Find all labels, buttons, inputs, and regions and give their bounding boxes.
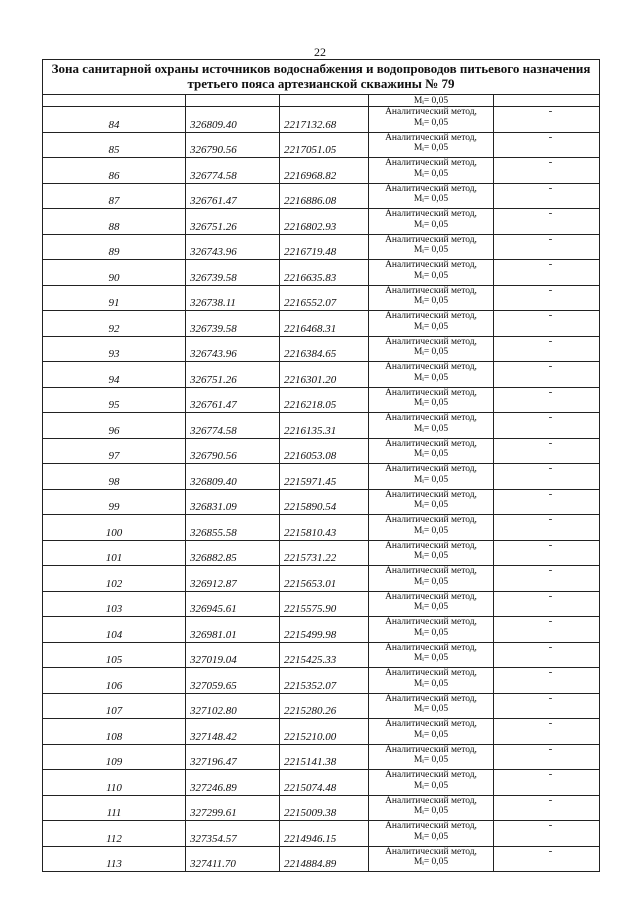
table-row [43, 362, 600, 388]
point-number: 85 [43, 132, 186, 158]
coordinate-x: 326738.11 [186, 285, 280, 311]
dash-mark: - [548, 487, 553, 500]
method-cell [369, 846, 494, 872]
note-cell [494, 515, 600, 541]
coordinate-y: 2216635.83 [280, 260, 369, 286]
dash-mark: - [548, 130, 553, 143]
note-cell [494, 387, 600, 413]
coordinate-x: 326761.47 [186, 183, 280, 209]
method-accuracy: Мᵢ= 0,05 [413, 347, 449, 357]
table-row [43, 642, 600, 668]
point-number: 92 [43, 311, 186, 337]
method-name: Аналитический метод, [385, 107, 477, 117]
point-number: 98 [43, 464, 186, 490]
point-number: 102 [43, 566, 186, 592]
note-cell [494, 591, 600, 617]
coordinate-x: 327411.70 [186, 846, 280, 872]
dash-mark: - [548, 844, 553, 857]
note-cell [494, 285, 600, 311]
coordinate-x: 327148.42 [186, 719, 280, 745]
note-cell [494, 770, 600, 796]
dash-mark: - [548, 258, 553, 270]
table-row [43, 311, 600, 337]
method-cell [369, 158, 494, 184]
coordinate-y: 2215499.98 [280, 617, 369, 643]
coordinate-y: 2216719.48 [280, 234, 369, 260]
dash-mark: - [548, 436, 553, 449]
coordinate-x: 326855.58 [186, 515, 280, 541]
dash-mark: - [548, 105, 553, 117]
cell-note [494, 95, 600, 107]
method-cell [369, 566, 494, 592]
dash-mark: - [548, 768, 553, 780]
coordinate-y: 2214946.15 [280, 821, 369, 847]
method-accuracy: Мᵢ= 0,05 [413, 831, 449, 842]
coordinate-x: 326751.26 [186, 362, 280, 388]
coordinate-x: 327019.04 [186, 642, 280, 668]
method-accuracy: Мᵢ= 0,05 [413, 729, 449, 740]
coordinate-x: 326751.26 [186, 209, 280, 235]
coordinate-x: 326743.96 [186, 234, 280, 260]
method-name: Аналитический метод, [385, 668, 477, 678]
dash-mark: - [548, 793, 553, 806]
table-row [43, 693, 600, 719]
method-accuracy: Мᵢ= 0,05 [413, 653, 449, 663]
coordinate-x: 326790.56 [186, 132, 280, 158]
dash-mark: - [548, 819, 553, 831]
method-cell [369, 107, 494, 133]
method-accuracy: Мᵢ= 0,05 [413, 117, 449, 128]
method-name: Аналитический метод, [385, 413, 477, 423]
point-number: 88 [43, 209, 186, 235]
coordinate-x: 326774.58 [186, 413, 280, 439]
table-row [43, 438, 600, 464]
method-name: Аналитический метод, [385, 132, 477, 143]
coordinate-x: 327246.89 [186, 770, 280, 796]
table-row [43, 744, 600, 770]
method-name: Аналитический метод, [385, 744, 477, 755]
point-number: 104 [43, 617, 186, 643]
method-accuracy: Мᵢ= 0,05 [413, 95, 449, 106]
method-cell [369, 183, 494, 209]
method-cell [369, 464, 494, 490]
method-name: Аналитический метод, [385, 260, 477, 270]
method-cell [369, 795, 494, 821]
method-accuracy: Мᵢ= 0,05 [413, 704, 449, 714]
coordinate-y: 2215425.33 [280, 642, 369, 668]
note-cell [494, 183, 600, 209]
table-row [43, 387, 600, 413]
method-cell [369, 260, 494, 286]
method-accuracy: Мᵢ= 0,05 [413, 857, 449, 867]
point-number: 86 [43, 158, 186, 184]
point-number: 87 [43, 183, 186, 209]
point-number: 97 [43, 438, 186, 464]
note-cell [494, 234, 600, 260]
point-number: 91 [43, 285, 186, 311]
table-row [43, 158, 600, 184]
dash-mark: - [548, 283, 553, 296]
method-cell [369, 770, 494, 796]
point-number: 93 [43, 336, 186, 362]
method-accuracy: Мᵢ= 0,05 [413, 780, 449, 791]
note-cell [494, 693, 600, 719]
note-cell [494, 413, 600, 439]
method-name: Аналитический метод, [385, 234, 477, 245]
method-cell [369, 642, 494, 668]
table-row [43, 846, 600, 872]
page-number: 22 [314, 45, 326, 59]
method-accuracy: Мᵢ= 0,05 [413, 500, 449, 510]
method-cell [369, 209, 494, 235]
coordinate-y: 2216468.31 [280, 311, 369, 337]
method-accuracy: Мᵢ= 0,05 [413, 168, 449, 179]
coordinate-x: 326739.58 [186, 311, 280, 337]
method-name: Аналитический метод, [385, 846, 477, 857]
point-number: 101 [43, 540, 186, 566]
method-name: Аналитический метод, [385, 209, 477, 219]
coordinate-y: 2216886.08 [280, 183, 369, 209]
table-row [43, 336, 600, 362]
dash-mark: - [548, 564, 553, 576]
table-row [43, 719, 600, 745]
table-row [43, 515, 600, 541]
method-cell [369, 362, 494, 388]
dash-mark: - [548, 360, 553, 372]
method-cell [369, 438, 494, 464]
point-number: 110 [43, 770, 186, 796]
point-number: 107 [43, 693, 186, 719]
coordinate-x: 327059.65 [186, 668, 280, 694]
method-accuracy: Мᵢ= 0,05 [413, 219, 449, 230]
method-name: Аналитический метод, [385, 183, 477, 194]
table-row [43, 234, 600, 260]
dash-mark: - [548, 589, 553, 602]
coordinate-y: 2216218.05 [280, 387, 369, 413]
method-accuracy: Мᵢ= 0,05 [413, 806, 449, 816]
method-cell [369, 311, 494, 337]
method-name: Аналитический метод, [385, 821, 477, 831]
continuation-row [43, 95, 600, 107]
coordinate-y: 2214884.89 [280, 846, 369, 872]
coordinate-y: 2216301.20 [280, 362, 369, 388]
point-number: 103 [43, 591, 186, 617]
note-cell [494, 617, 600, 643]
dash-mark: - [548, 411, 553, 423]
table-row [43, 668, 600, 694]
coordinate-x: 326882.85 [186, 540, 280, 566]
note-cell [494, 846, 600, 872]
point-number: 90 [43, 260, 186, 286]
method-accuracy: Мᵢ= 0,05 [413, 755, 449, 765]
coordinate-x: 327102.80 [186, 693, 280, 719]
method-accuracy: Мᵢ= 0,05 [413, 602, 449, 612]
note-cell [494, 107, 600, 133]
method-accuracy: Мᵢ= 0,05 [413, 525, 449, 536]
table-row [43, 464, 600, 490]
method-cell [369, 540, 494, 566]
method-accuracy: Мᵢ= 0,05 [413, 551, 449, 561]
method-cell [369, 719, 494, 745]
method-accuracy: Мᵢ= 0,05 [413, 449, 449, 459]
point-number: 108 [43, 719, 186, 745]
note-cell [494, 464, 600, 490]
coordinate-y: 2215280.26 [280, 693, 369, 719]
table-row [43, 770, 600, 796]
table-title: Зона санитарной охраны источников водоснабжения и водопроводов питьевого назначения третьего пояса артезианской скважины № 79 [43, 60, 600, 95]
coordinate-y: 2215890.54 [280, 489, 369, 515]
coordinate-y: 2216384.65 [280, 336, 369, 362]
method-name: Аналитический метод, [385, 591, 477, 602]
method-name: Аналитический метод, [385, 770, 477, 780]
dash-mark: - [548, 181, 553, 194]
coordinate-x: 327299.61 [186, 795, 280, 821]
dash-mark: - [548, 462, 553, 474]
point-number: 95 [43, 387, 186, 413]
method-name: Аналитический метод, [385, 311, 477, 321]
cell-method [369, 95, 494, 107]
note-cell [494, 795, 600, 821]
method-name: Аналитический метод, [385, 566, 477, 576]
coordinate-x: 326790.56 [186, 438, 280, 464]
dash-mark: - [548, 156, 553, 168]
method-cell [369, 515, 494, 541]
method-cell [369, 744, 494, 770]
coordinate-x: 327354.57 [186, 821, 280, 847]
coordinate-x: 326981.01 [186, 617, 280, 643]
method-name: Аналитический метод, [385, 642, 477, 653]
dash-mark: - [548, 334, 553, 347]
dash-mark: - [548, 513, 553, 525]
coordinate-x: 326739.58 [186, 260, 280, 286]
table-row [43, 285, 600, 311]
point-number: 113 [43, 846, 186, 872]
coordinate-y: 2215352.07 [280, 668, 369, 694]
coordinate-y: 2215810.43 [280, 515, 369, 541]
point-number: 105 [43, 642, 186, 668]
point-number: 112 [43, 821, 186, 847]
coordinate-y: 2216552.07 [280, 285, 369, 311]
method-accuracy: Мᵢ= 0,05 [413, 423, 449, 434]
method-cell [369, 591, 494, 617]
coordinate-y: 2215074.48 [280, 770, 369, 796]
point-number: 94 [43, 362, 186, 388]
coordinate-y: 2215575.90 [280, 591, 369, 617]
point-number: 106 [43, 668, 186, 694]
method-cell [369, 234, 494, 260]
coordinate-y: 2215731.22 [280, 540, 369, 566]
method-name: Аналитический метод, [385, 158, 477, 168]
method-accuracy: Мᵢ= 0,05 [413, 627, 449, 638]
table-row [43, 132, 600, 158]
dash-mark: - [548, 309, 553, 321]
table-row [43, 489, 600, 515]
method-accuracy: Мᵢ= 0,05 [413, 474, 449, 485]
method-name: Аналитический метод, [385, 464, 477, 474]
cell-num [43, 95, 186, 107]
point-number: 111 [43, 795, 186, 821]
coordinate-x: 326761.47 [186, 387, 280, 413]
method-cell [369, 413, 494, 439]
point-number: 109 [43, 744, 186, 770]
table-body [43, 95, 600, 872]
dash-mark: - [548, 615, 553, 627]
note-cell [494, 132, 600, 158]
coordinate-x: 326831.09 [186, 489, 280, 515]
coordinate-x: 326774.58 [186, 158, 280, 184]
method-name: Аналитический метод, [385, 795, 477, 806]
note-cell [494, 566, 600, 592]
note-cell [494, 668, 600, 694]
coordinate-y: 2217132.68 [280, 107, 369, 133]
point-number: 96 [43, 413, 186, 439]
method-accuracy: Мᵢ= 0,05 [413, 398, 449, 408]
coordinate-x: 326809.40 [186, 464, 280, 490]
table-row [43, 795, 600, 821]
coordinate-y: 2216802.93 [280, 209, 369, 235]
dash-mark: - [548, 207, 553, 219]
note-cell [494, 209, 600, 235]
point-number: 99 [43, 489, 186, 515]
method-name: Аналитический метод, [385, 387, 477, 398]
table-row [43, 821, 600, 847]
method-cell [369, 336, 494, 362]
note-cell [494, 260, 600, 286]
method-name: Аналитический метод, [385, 362, 477, 372]
method-accuracy: Мᵢ= 0,05 [413, 372, 449, 383]
note-cell [494, 311, 600, 337]
method-cell [369, 693, 494, 719]
method-name: Аналитический метод, [385, 489, 477, 500]
note-cell [494, 336, 600, 362]
dash-mark: - [548, 538, 553, 551]
dash-mark: - [548, 385, 553, 398]
coordinate-y: 2215971.45 [280, 464, 369, 490]
method-cell [369, 387, 494, 413]
dash-mark: - [548, 232, 553, 245]
method-name: Аналитический метод, [385, 285, 477, 296]
coordinate-y: 2215009.38 [280, 795, 369, 821]
method-name: Аналитический метод, [385, 515, 477, 525]
method-accuracy: Мᵢ= 0,05 [413, 296, 449, 306]
method-name: Аналитический метод, [385, 438, 477, 449]
method-cell [369, 617, 494, 643]
coordinate-y: 2216968.82 [280, 158, 369, 184]
coordinate-x: 326912.87 [186, 566, 280, 592]
note-cell [494, 438, 600, 464]
method-accuracy: Мᵢ= 0,05 [413, 576, 449, 587]
method-name: Аналитический метод, [385, 540, 477, 551]
table-row [43, 617, 600, 643]
table-row [43, 591, 600, 617]
note-cell [494, 489, 600, 515]
coordinate-y: 2215653.01 [280, 566, 369, 592]
note-cell [494, 719, 600, 745]
point-number: 84 [43, 107, 186, 133]
dash-mark: - [548, 666, 553, 678]
coordinate-y: 2215210.00 [280, 719, 369, 745]
coordinate-y: 2216053.08 [280, 438, 369, 464]
note-cell [494, 744, 600, 770]
method-name: Аналитический метод, [385, 693, 477, 704]
method-name: Аналитический метод, [385, 336, 477, 347]
method-accuracy: Мᵢ= 0,05 [413, 143, 449, 153]
coordinate-x: 326945.61 [186, 591, 280, 617]
dash-mark: - [548, 717, 553, 729]
note-cell [494, 362, 600, 388]
method-cell [369, 132, 494, 158]
method-name: Аналитический метод, [385, 719, 477, 729]
method-cell [369, 285, 494, 311]
dash-mark: - [548, 691, 553, 704]
coordinate-x: 327196.47 [186, 744, 280, 770]
method-accuracy: Мᵢ= 0,05 [413, 245, 449, 255]
method-cell [369, 668, 494, 694]
cell-x [186, 95, 280, 107]
table-row [43, 413, 600, 439]
dash-mark: - [548, 640, 553, 653]
method-accuracy: Мᵢ= 0,05 [413, 270, 449, 281]
coordinate-y: 2217051.05 [280, 132, 369, 158]
point-number: 89 [43, 234, 186, 260]
method-accuracy: Мᵢ= 0,05 [413, 194, 449, 204]
coordinate-x: 326809.40 [186, 107, 280, 133]
method-accuracy: Мᵢ= 0,05 [413, 321, 449, 332]
coordinate-y: 2215141.38 [280, 744, 369, 770]
note-cell [494, 821, 600, 847]
method-name: Аналитический метод, [385, 617, 477, 627]
table-row [43, 540, 600, 566]
cell-y [280, 95, 369, 107]
method-cell [369, 489, 494, 515]
table-row [43, 260, 600, 286]
point-number: 100 [43, 515, 186, 541]
table-row [43, 107, 600, 133]
coordinates-table [42, 59, 600, 872]
table-row [43, 183, 600, 209]
method-cell [369, 821, 494, 847]
coordinate-y: 2216135.31 [280, 413, 369, 439]
note-cell [494, 642, 600, 668]
table-row [43, 209, 600, 235]
method-accuracy: Мᵢ= 0,05 [413, 678, 449, 689]
dash-mark: - [548, 742, 553, 755]
note-cell [494, 540, 600, 566]
note-cell [494, 158, 600, 184]
coordinate-x: 326743.96 [186, 336, 280, 362]
table-row [43, 566, 600, 592]
